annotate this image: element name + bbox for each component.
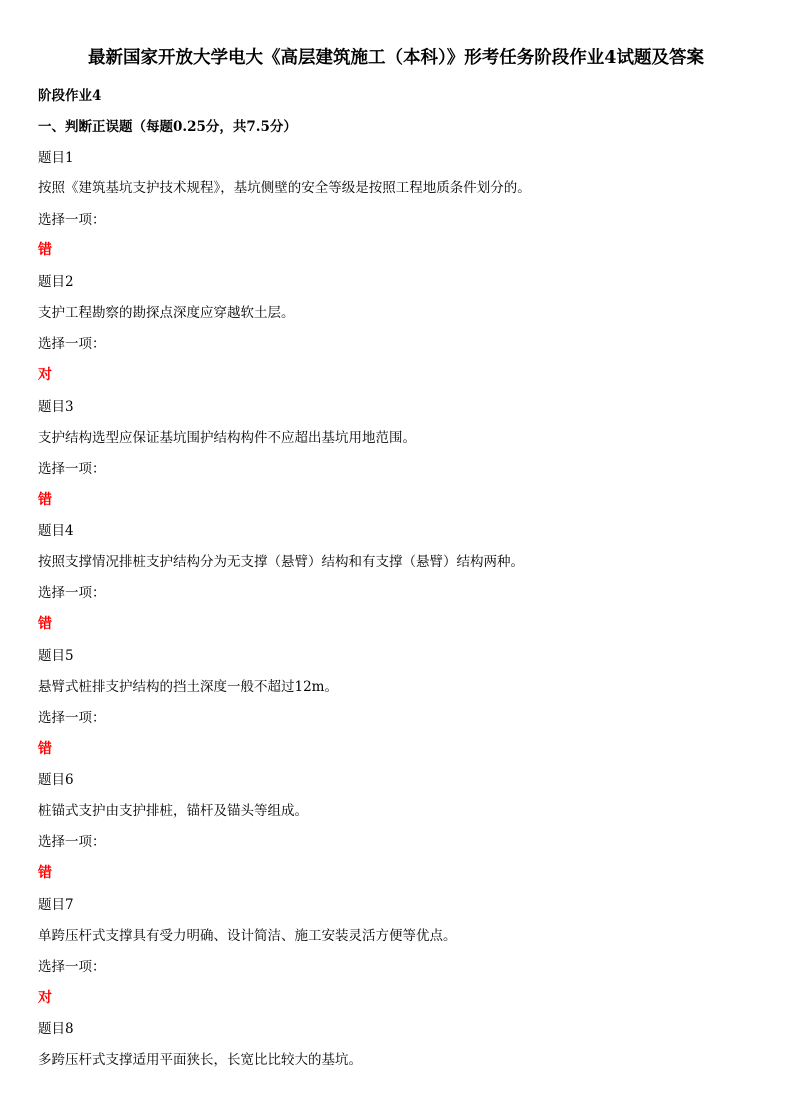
document-title: 最新国家开放大学电大《高层建筑施工（本科）》形考任务阶段作业4试题及答案 <box>88 48 704 68</box>
question-text: 支护工程勘察的勘探点深度应穿越软土层。 <box>38 305 295 321</box>
question-text: 桩锚式支护由支护排桩，锚杆及锚头等组成。 <box>38 803 308 819</box>
question-number: 题目7 <box>38 897 74 913</box>
choose-label: 选择一项： <box>38 336 106 352</box>
question-number: 题目8 <box>38 1021 74 1037</box>
question-text: 单跨压杆式支撑具有受力明确、设计简洁、施工安装灵活方便等优点。 <box>38 928 457 944</box>
question-text: 按照《建筑基坑支护技术规程》，基坑侧壁的安全等级是按照工程地质条件划分的。 <box>38 180 531 196</box>
question-text: 支护结构选型应保证基坑围护结构构件不应超出基坑用地范围。 <box>38 430 416 446</box>
assignment-subtitle: 阶段作业4 <box>38 88 102 104</box>
choose-label: 选择一项： <box>38 585 106 601</box>
question-number: 题目4 <box>38 523 74 539</box>
question-number: 题目2 <box>38 274 74 290</box>
choose-label: 选择一项： <box>38 212 106 228</box>
question-number: 题目3 <box>38 399 74 415</box>
question-number: 题目1 <box>38 150 74 166</box>
answer-text: 错 <box>38 741 52 757</box>
question-text: 多跨压杆式支撑适用平面狭长，长宽比比较大的基坑。 <box>38 1052 362 1068</box>
section-heading: 一、判断正误题（每题0.25分，共7.5分） <box>38 119 297 135</box>
answer-text: 对 <box>38 990 52 1006</box>
choose-label: 选择一项： <box>38 461 106 477</box>
question-text: 按照支撑情况排桩支护结构分为无支撑（悬臂）结构和有支撑（悬臂）结构两种。 <box>38 554 524 570</box>
answer-text: 对 <box>38 367 52 383</box>
answer-text: 错 <box>38 865 52 881</box>
question-number: 题目5 <box>38 648 74 664</box>
question-text: 悬臂式桩排支护结构的挡土深度一般不超过12m。 <box>38 679 338 695</box>
question-number: 题目6 <box>38 772 74 788</box>
answer-text: 错 <box>38 242 52 258</box>
answer-text: 错 <box>38 616 52 632</box>
choose-label: 选择一项： <box>38 959 106 975</box>
answer-text: 错 <box>38 492 52 508</box>
choose-label: 选择一项： <box>38 834 106 850</box>
choose-label: 选择一项： <box>38 710 106 726</box>
